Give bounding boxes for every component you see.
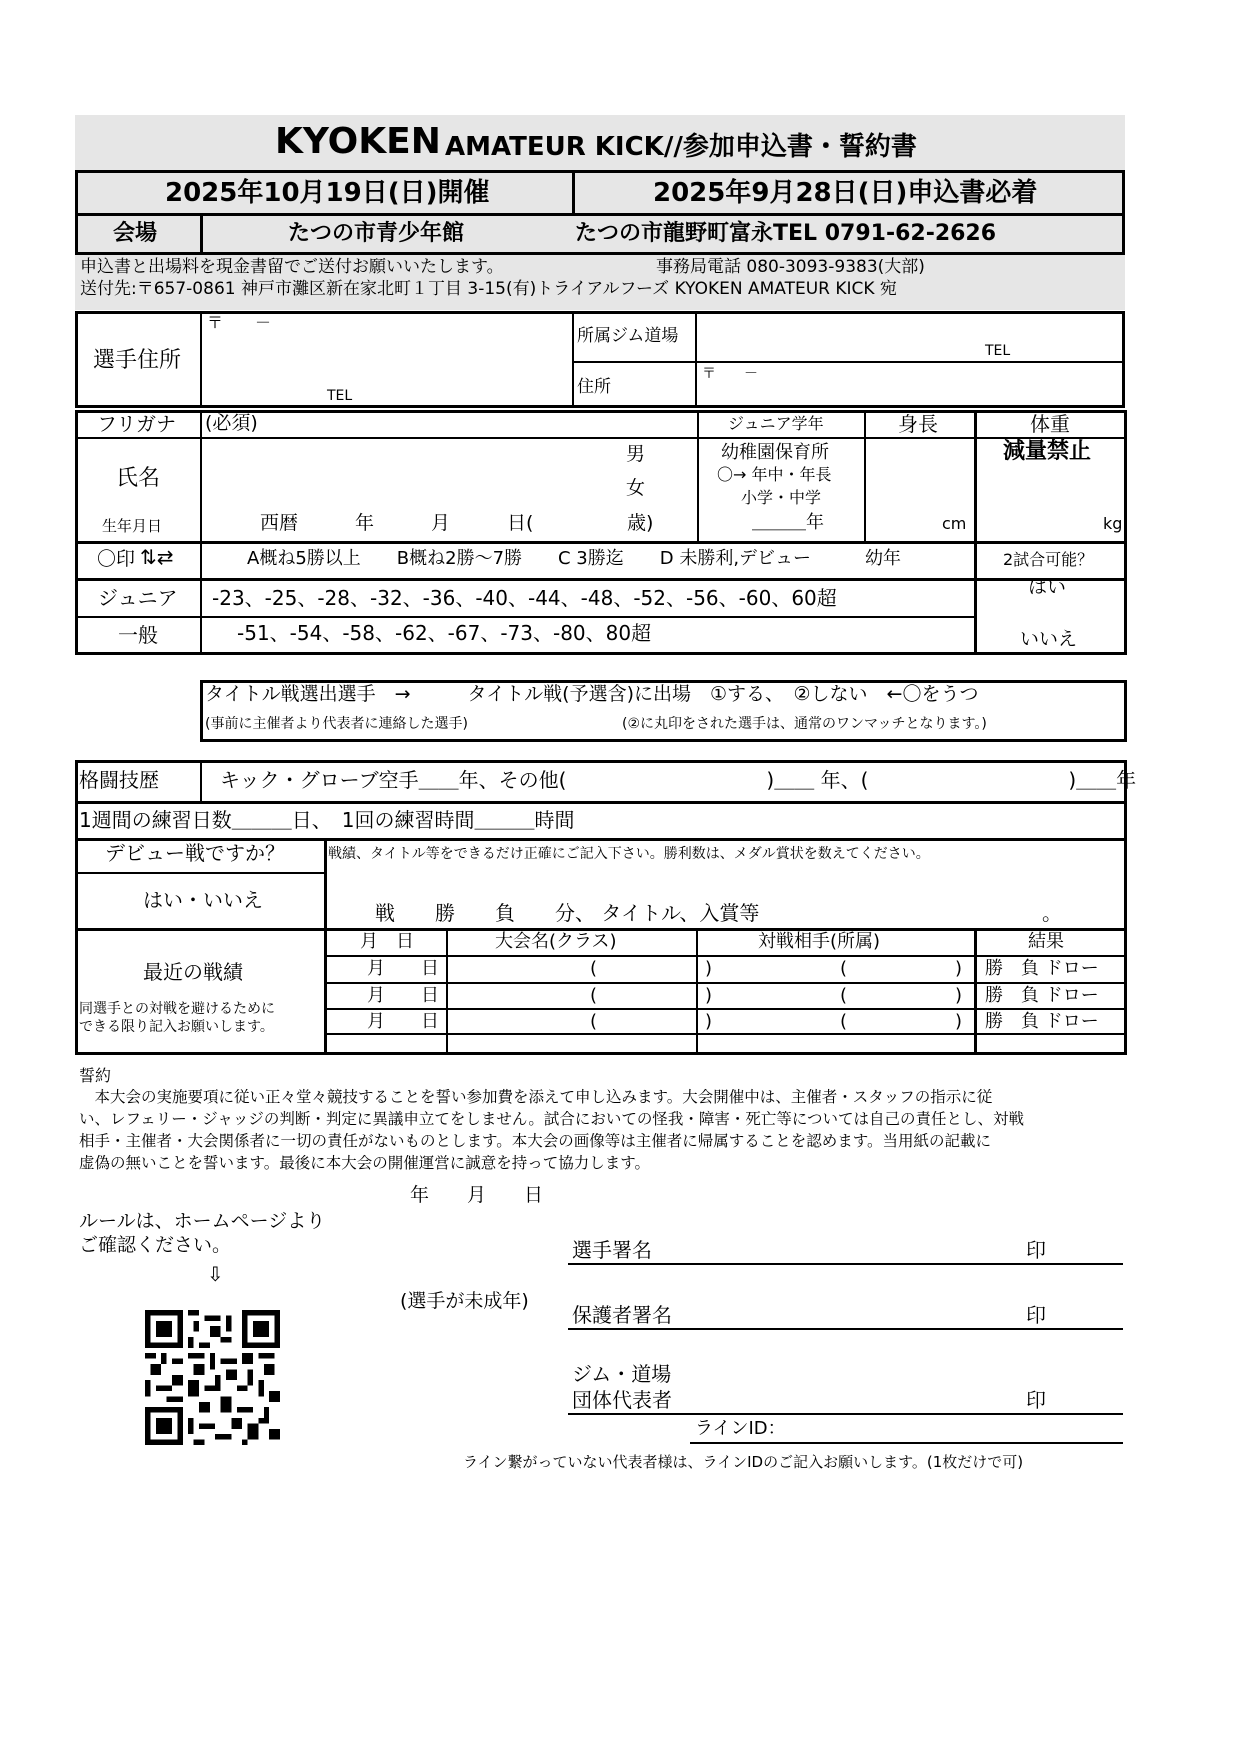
general-weights[interactable]: -51、-54、-58、-62、-67、-73、-80、80超 [237, 621, 652, 645]
row2-result[interactable]: 勝 負 ドロー [985, 985, 1099, 1006]
class-options[interactable]: A概ね5勝以上 B概ね2勝～7勝 C 3勝迄 D 未勝利,デビュー 幼年 [247, 548, 902, 569]
practice-text[interactable]: 1週間の練習日数＿＿＿日、 1回の練習時間＿＿＿時間 [79, 808, 575, 832]
record-note: 戦績、タイトル等をできるだけ正確にご記入下さい。勝利数は、メダル賞状を数えてください。 [328, 846, 930, 862]
pledge-title: 誓約 [79, 1066, 112, 1085]
no-weight-loss: 減量禁止 [1003, 439, 1092, 464]
down-arrow-icon: ⇩ [207, 1262, 224, 1286]
guardian-signature-label: 保護者署名 [572, 1303, 672, 1327]
send-note: 申込書と出場料を現金書留でご送付お願いいたします。 [80, 257, 504, 277]
header-opponent: 対戦相手(所属) [758, 931, 881, 952]
row1-event[interactable]: ( ) [590, 958, 713, 979]
furigana-label: フリガナ [97, 412, 176, 436]
gym-label: 所属ジム道場 [577, 326, 679, 346]
general-label: 一般 [118, 623, 158, 647]
event-date: 2025年10月19日(日)開催 [165, 178, 490, 208]
recent-label: 最近の戦績 [143, 960, 243, 984]
rules-note2: ご確認ください。 [79, 1234, 232, 1256]
record-period: 。 [1042, 901, 1062, 925]
player-tel[interactable]: TEL [327, 388, 353, 404]
header-event: 大会名(クラス) [495, 931, 617, 952]
cm-unit: cm [942, 514, 967, 533]
office-phone: 事務局電話 080-3093-9383(大部) [656, 257, 925, 277]
line-id-line[interactable] [690, 1442, 1123, 1444]
junior-grade-label: ジュニア学年 [728, 414, 824, 433]
page-title: AMATEUR KICK//参加申込書・誓約書 [445, 132, 917, 162]
title-match-line1[interactable]: タイトル戦選出選手 → タイトル戦(予選含)に出場 ①する、 ②しない ←〇をうつ [205, 683, 979, 705]
birth-label: 生年月日 [102, 517, 163, 535]
kindergarten-sub: 〇→ 年中・年長 [717, 465, 832, 484]
gym-signature-label2: 団体代表者 [572, 1388, 672, 1412]
recent-note2: できる限り記入お願いします。 [79, 1019, 274, 1035]
kindergarten: 幼稚園保育所 [721, 442, 829, 463]
kg-unit: kg [1103, 514, 1123, 533]
recent-note1: 同選手との対戦を避けるために [79, 1001, 275, 1017]
mark-label: 〇印 [97, 548, 136, 570]
row3-event[interactable]: ( ) [590, 1011, 713, 1032]
player-seal: 印 [1026, 1238, 1046, 1262]
row1-result[interactable]: 勝 負 ドロー [985, 958, 1099, 979]
guardian-signature-line[interactable] [568, 1328, 1123, 1330]
player-signature-line[interactable] [568, 1263, 1123, 1265]
row3-result[interactable]: 勝 負 ドロー [985, 1011, 1099, 1032]
name-block [75, 410, 1127, 655]
row2-opponent[interactable]: ( ) [840, 985, 963, 1006]
row3-date[interactable]: 月 日 [367, 1011, 439, 1032]
name-label: 氏名 [116, 466, 161, 491]
row2-date[interactable]: 月 日 [367, 985, 439, 1006]
title-match-note2: (②に丸印をされた選手は、通常のワンマッチとなります。) [622, 716, 987, 732]
row1-date[interactable]: 月 日 [367, 958, 439, 979]
gym-address-label: 住所 [577, 377, 611, 397]
height-label: 身長 [898, 412, 938, 436]
pledge-line3: 相手・主催者・大会関係者に一切の責任がないものとします。本大会の画像等は主催者に帰属することを認めます。当用紙の記載に [79, 1132, 992, 1150]
debut-question: デビュー戦ですか？ [105, 841, 285, 865]
two-matches-yes[interactable]: はい [1028, 576, 1067, 598]
female[interactable]: 女 [626, 477, 646, 499]
minor-note: (選手が未成年) [400, 1290, 529, 1312]
gym-tel[interactable]: TEL [985, 343, 1011, 359]
debut-answer[interactable]: はい・いいえ [143, 888, 263, 912]
grade-year[interactable]: ＿＿＿年 [752, 512, 824, 533]
row2-event[interactable]: ( ) [590, 985, 713, 1006]
venue-address: たつの市龍野町富永TEL 0791-62-2626 [575, 221, 997, 246]
guardian-seal: 印 [1026, 1303, 1046, 1327]
pledge-date[interactable]: 年 月 日 [410, 1184, 544, 1206]
qr-code[interactable] [145, 1310, 280, 1445]
record-fields[interactable]: 戦 勝 負 分、 タイトル、入賞等 [375, 901, 760, 925]
header-result: 結果 [1028, 931, 1064, 952]
row3-opponent[interactable]: ( ) [840, 1011, 963, 1032]
deadline: 2025年9月28日(日)申込書必着 [653, 178, 1038, 208]
line-id-note: ライン繋がっていない代表者様は、ラインIDのご記入お願いします。(1枚だけで可) [463, 1453, 1024, 1471]
two-matches-no[interactable]: いいえ [1020, 628, 1078, 650]
line-id-label: ラインID： [695, 1418, 786, 1439]
gym-signature-label1: ジム・道場 [572, 1362, 672, 1386]
title-match-note1: (事前に主催者より代表者に連絡した選手) [205, 716, 468, 732]
junior-weights[interactable]: -23、-25、-28、-32、-36、-40、-44、-48、-52、-56、-60、60超 [212, 586, 837, 610]
gym-postal[interactable]: 〒 － [702, 366, 758, 382]
venue-name: たつの市青少年館 [288, 221, 465, 246]
pledge-line1: 本大会の実施要項に従い正々堂々競技することを誓い参加費を添えて申し込みます。大会開催中は、主催者・スタッフの指示に従 [79, 1088, 993, 1106]
pledge-line2: い、レフェリー・ジャッジの判断・判定に異議申立てをしません。試合においての怪我・障害・死亡等については自己の責任とし、対戦 [79, 1110, 1025, 1128]
two-matches-label: 2試合可能？ [1003, 550, 1094, 569]
history-text[interactable]: キック・グローブ空手＿＿年、その他( )＿＿ 年、( )＿＿年 [220, 768, 1137, 792]
player-address-label: 選手住所 [93, 348, 182, 373]
player-postal[interactable]: 〒 － [207, 313, 272, 332]
send-address: 送付先:〒657-0861 神戸市灘区新在家北町１丁目 3-15(有)トライアルフーズ KYOKEN AMATEUR KICK 宛 [80, 279, 897, 299]
junior-label: ジュニア [98, 586, 178, 610]
swap-arrows-icon: ⇅⇄ [140, 545, 174, 569]
player-signature-label: 選手署名 [572, 1238, 652, 1262]
row1-opponent[interactable]: ( ) [840, 958, 963, 979]
school: 小学・中学 [741, 488, 822, 507]
male[interactable]: 男 [626, 443, 646, 465]
pledge-line4: 虚偽の無いことを誓います。最後に本大会の開催運営に誠意を持って協力します。 [79, 1154, 651, 1172]
birth-fields[interactable]: 西暦 年 月 日( [260, 512, 534, 534]
gym-signature-line[interactable] [568, 1413, 1123, 1415]
rules-note1: ルールは、ホームページより [79, 1210, 326, 1232]
venue-label: 会場 [113, 221, 158, 246]
history-label: 格闘技歴 [79, 768, 159, 792]
furigana-required: (必須) [205, 412, 258, 434]
weight-label: 体重 [1030, 412, 1070, 436]
gym-seal: 印 [1026, 1388, 1046, 1412]
header-date: 月 日 [360, 931, 414, 952]
title-en: KYOKEN [275, 121, 441, 162]
age-field[interactable]: 歳) [627, 512, 654, 534]
